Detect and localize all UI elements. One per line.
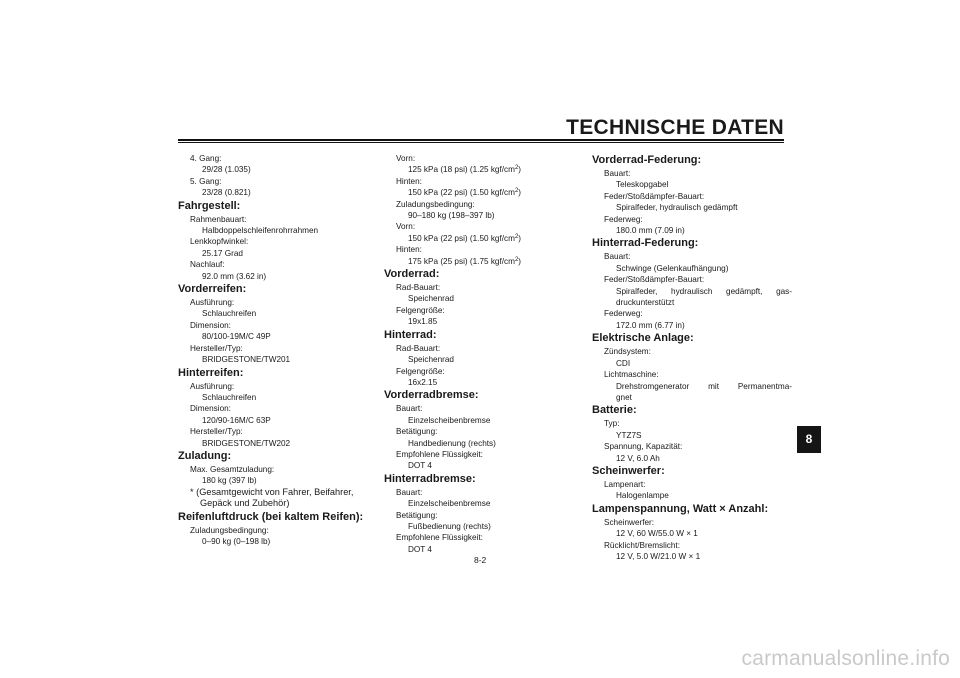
front-tire-size-value: 80/100-19M/C 49P — [202, 332, 271, 342]
trail-label: Nachlauf: — [190, 260, 225, 270]
rear1-label: Hinten: — [396, 176, 422, 186]
front-tire-type-label: Ausführung: — [190, 298, 235, 308]
front-susp-spring-label: Feder/Stoßdämpfer-Bauart: — [604, 191, 705, 201]
front-susp-type-value: Teleskopgabel — [616, 180, 669, 190]
rear-brake-fluid-label: Empfohlene Flüssigkeit: — [396, 533, 483, 543]
rear-tire-size-label: Dimension: — [190, 404, 231, 414]
rear-tire-type-value: Schlauchreifen — [202, 392, 257, 402]
rear-tire-heading: Hinterreifen: — [178, 366, 244, 379]
rear1-sup: 2 — [514, 188, 519, 195]
column-3 — [592, 153, 792, 562]
caster-label: Lenkkopfwinkel: — [190, 237, 249, 247]
front2-sup: 2 — [514, 233, 519, 240]
load-note-line2: Gepäck und Zubehör) — [200, 498, 290, 509]
frame-heading: Fahrgestell: — [178, 199, 241, 212]
rear2-sup: 2 — [514, 256, 519, 263]
load-condition-value: 0–90 kg (0–198 lb) — [202, 536, 271, 546]
front1-tail: ) — [518, 165, 522, 175]
rear-susp-type-label: Bauart: — [604, 252, 631, 262]
headlight-bulb-value: 12 V, 60 W/55.0 W × 1 — [616, 529, 698, 539]
rear1-value-text: 150 kPa (22 psi) (1.50 kgf/cm — [408, 188, 515, 198]
trail-value: 92.0 mm (3.62 in) — [202, 271, 267, 281]
front-wheel-type-label: Rad-Bauart: — [396, 283, 441, 293]
front-susp-travel-value: 180.0 mm (7.09 in) — [616, 226, 685, 236]
ignition-value: CDI — [616, 358, 631, 368]
front-brake-type-value: Einzelscheibenbremse — [408, 415, 491, 425]
ignition-label: Zündsystem: — [604, 347, 651, 357]
battery-capacity-value: 12 V, 6.0 Ah — [616, 453, 660, 463]
front1-sup: 2 — [514, 165, 519, 172]
rear-wheel-type-label: Rad-Bauart: — [396, 343, 441, 353]
front2-value-text: 150 kPa (22 psi) (1.50 kgf/cm — [408, 233, 515, 243]
front1-value — [384, 164, 584, 175]
rear-wheel-heading: Hinterrad: — [384, 328, 437, 341]
rear-susp-type-value: Schwinge (Gelenkaufhängung) — [616, 263, 729, 273]
front-tire-maker-value: BRIDGESTONE/TW201 — [202, 355, 291, 365]
front-susp-spring-value: Spiralfeder, hydraulisch gedämpft — [616, 203, 738, 213]
page-title: TECHNISCHE DATEN — [566, 116, 784, 139]
load-note-line1: * (Gesamtgewicht von Fahrer, Beifahrer, — [190, 486, 354, 497]
rear2-value — [384, 256, 584, 267]
rear-brake-heading: Hinterradbremse: — [384, 472, 476, 485]
headlight-bulb-label: Scheinwerfer: — [604, 517, 655, 527]
load-condition-label: Zuladungsbedingung: — [190, 525, 269, 535]
electrical-heading: Elektrische Anlage: — [592, 332, 694, 345]
front-brake-fluid-value: DOT 4 — [408, 461, 432, 471]
rear1-value — [384, 187, 584, 198]
max-load-value: 180 kg (397 lb) — [202, 476, 257, 486]
rear-tire-maker-label: Hersteller/Typ: — [190, 427, 243, 437]
rear2-tail: ) — [518, 256, 522, 266]
load-heading: Zuladung: — [178, 449, 232, 462]
battery-type-label: Typ: — [604, 419, 620, 429]
front-susp-travel-label: Federweg: — [604, 214, 643, 224]
gear5-label: 5. Gang: — [190, 176, 222, 186]
rear-susp-spring-label: Feder/Stoßdämpfer-Bauart: — [604, 275, 705, 285]
rear-susp-travel-value: 172.0 mm (6.77 in) — [616, 320, 685, 330]
column-2 — [384, 153, 584, 555]
front-tire-size-label: Dimension: — [190, 320, 231, 330]
tail-brake-label: Rücklicht/Bremslicht: — [604, 540, 680, 550]
rear-tire-size-value: 120/90-16M/C 63P — [202, 415, 271, 425]
front-susp-type-label: Bauart: — [604, 169, 631, 178]
rear2-value-text: 175 kPa (25 psi) (1.75 kgf/cm — [408, 256, 515, 266]
front2-label: Vorn: — [396, 222, 416, 232]
front1-label: Vorn: — [396, 154, 416, 163]
column-1 — [178, 153, 373, 547]
page-number: 8-2 — [474, 555, 487, 565]
rear-brake-op-label: Betätigung: — [396, 510, 438, 520]
lamp-type-value: Halogenlampe — [616, 491, 669, 501]
rear-tire-maker-value: BRIDGESTONE/TW202 — [202, 438, 291, 448]
front-brake-op-value: Handbedienung (rechts) — [408, 438, 496, 448]
rear-rim-label: Felgengröße: — [396, 366, 445, 376]
front-wheel-type-value: Speichenrad — [408, 294, 454, 304]
rear-tire-type-label: Ausführung: — [190, 381, 235, 391]
front-brake-op-label: Betätigung: — [396, 427, 438, 437]
watermark: carmanualsonline.info — [741, 647, 950, 670]
tail-brake-value: 12 V, 5.0 W/21.0 W × 1 — [616, 551, 701, 561]
frame-type-value: Halbdoppelschleifenrohrrahmen — [202, 226, 319, 236]
gear4-label: 4. Gang: — [190, 154, 222, 163]
rear1-tail: ) — [518, 188, 522, 198]
front1-value-text: 125 kPa (18 psi) (1.25 kgf/cm — [408, 165, 515, 175]
gear5-value: 23/28 (0.821) — [202, 188, 251, 198]
bulb-heading: Lampenspannung, Watt × Anzahl: — [592, 502, 769, 515]
rear-wheel-type-value: Speichenrad — [408, 355, 454, 365]
load-condition2-label: Zuladungsbedingung: — [396, 199, 475, 209]
rear-rim-value: 16x2.15 — [408, 377, 438, 387]
gear4-value: 29/28 (1.035) — [202, 165, 251, 175]
front-susp-heading: Vorderrad-Federung: — [592, 154, 702, 166]
pressure-heading: Reifenluftdruck (bei kaltem Reifen): — [178, 510, 364, 523]
rear-susp-heading: Hinterrad-Federung: — [592, 237, 699, 250]
front-rim-value: 19x1.85 — [408, 317, 438, 327]
max-load-label: Max. Gesamtzuladung: — [190, 464, 275, 474]
rear-brake-op-value: Fußbedienung (rechts) — [408, 521, 491, 531]
chapter-tab: 8 — [797, 426, 821, 453]
front-brake-heading: Vorderradbremse: — [384, 389, 479, 402]
front2-tail: ) — [518, 233, 522, 243]
rear-brake-type-value: Einzelscheibenbremse — [408, 499, 491, 509]
front-tire-maker-label: Hersteller/Typ: — [190, 343, 243, 353]
battery-capacity-label: Spannung, Kapazität: — [604, 442, 683, 452]
battery-type-value: YTZ7S — [616, 430, 642, 440]
front2-value — [384, 233, 584, 244]
battery-heading: Batterie: — [592, 404, 637, 417]
front-tire-heading: Vorderreifen: — [178, 283, 247, 296]
frame-type-label: Rahmenbauart: — [190, 214, 247, 224]
load-condition2-value: 90–180 kg (198–397 lb) — [408, 211, 495, 221]
rear-susp-travel-label: Federweg: — [604, 309, 643, 319]
rear-susp-spring-value-line2: druckunterstützt — [616, 298, 675, 308]
front-rim-label: Felgengröße: — [396, 305, 445, 315]
headlight-heading: Scheinwerfer: — [592, 464, 665, 477]
rear-brake-fluid-value: DOT 4 — [408, 544, 432, 554]
rear-brake-type-label: Bauart: — [396, 487, 423, 497]
front-brake-type-label: Bauart: — [396, 404, 423, 414]
rear-susp-spring-value-line1: Spiralfeder, hydraulisch gedämpft, gas- — [616, 286, 792, 296]
front-tire-type-value: Schlauchreifen — [202, 309, 257, 319]
caster-value: 25.17 Grad — [202, 248, 243, 258]
generator-value-line1: Drehstromgenerator mit Permanentma- — [616, 381, 792, 391]
front-wheel-heading: Vorderrad: — [384, 268, 440, 281]
generator-value-line2: gnet — [616, 392, 632, 402]
rear2-label: Hinten: — [396, 245, 422, 255]
title-rule — [178, 139, 784, 143]
generator-label: Lichtmaschine: — [604, 370, 659, 380]
front-brake-fluid-label: Empfohlene Flüssigkeit: — [396, 449, 483, 459]
lamp-type-label: Lampenart: — [604, 479, 646, 489]
